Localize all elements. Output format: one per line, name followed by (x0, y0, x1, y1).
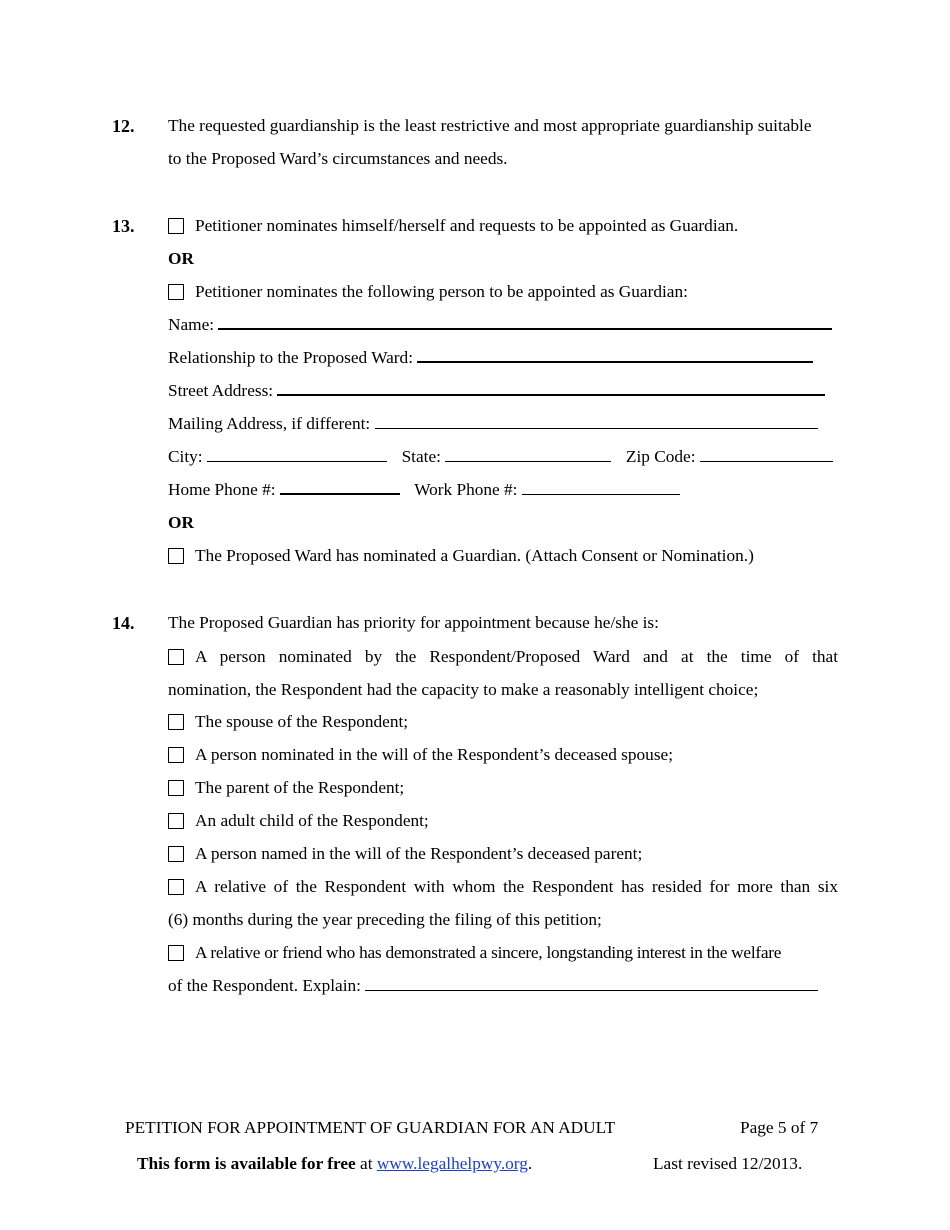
checkbox-self-nomination[interactable] (168, 218, 184, 234)
city-state-zip-row (168, 446, 833, 468)
option-other-label: Petitioner nominates the following person to be appointed as Guardian: (195, 282, 688, 301)
priority-8-text: A relative or friend who has demonstrated a sincere, longstanding interest in the welfare (195, 943, 782, 962)
street-label: Street Address: (168, 381, 274, 400)
footer-page-number: Page 5 of 7 (740, 1118, 819, 1137)
explain-field[interactable] (365, 976, 818, 991)
mailing-row (168, 413, 818, 435)
priority-1-line-1 (168, 646, 838, 668)
checkbox-priority-spouse[interactable] (168, 714, 184, 730)
option-ward-label: The Proposed Ward has nominated a Guardian. (Attach Consent or Nomination.) (195, 546, 754, 565)
checkbox-priority-nominated-by-respondent[interactable] (168, 649, 184, 665)
checkbox-priority-relative-friend[interactable] (168, 945, 184, 961)
priority-2 (168, 711, 408, 733)
work-phone-label: Work Phone #: (414, 480, 518, 499)
legalhelpwy-link[interactable]: www.legalhelpwy.org (376, 1154, 528, 1173)
priority-7-line-2: (6) months during the year preceding the filing of this petition; (168, 910, 602, 929)
item-13-option-self (168, 215, 738, 237)
priority-2-text: The spouse of the Respondent; (195, 712, 409, 731)
item-13-number: 13. (112, 216, 135, 236)
priority-6 (168, 843, 642, 865)
explain-label: of the Respondent. Explain: (168, 976, 361, 995)
zip-code-field[interactable] (700, 447, 833, 462)
home-phone-label: Home Phone #: (168, 480, 276, 499)
priority-7-line-1 (168, 876, 838, 898)
mailing-label: Mailing Address, if different: (168, 414, 371, 433)
priority-4 (168, 777, 404, 799)
footer-last-revised: Last revised 12/2013. (653, 1154, 803, 1173)
item-13-option-other (168, 281, 688, 303)
or-separator-1: OR (168, 249, 194, 268)
relationship-label: Relationship to the Proposed Ward: (168, 348, 413, 367)
name-row (168, 314, 832, 336)
priority-7-text: A relative of the Respondent with whom the Respondent has resided for more than six (195, 877, 838, 896)
state-label: State: (401, 447, 441, 466)
city-label: City: (168, 447, 203, 466)
state-field[interactable] (445, 447, 611, 462)
priority-6-text: A person named in the will of the Respondent’s deceased parent; (195, 844, 643, 863)
mailing-address-field[interactable] (375, 414, 818, 429)
priority-3 (168, 744, 673, 766)
priority-5-text: An adult child of the Respondent; (195, 811, 429, 830)
priority-1-line-2: nomination, the Respondent had the capacity to make a reasonably intelligent choice; (168, 680, 759, 699)
item-14-intro: The Proposed Guardian has priority for appointment because he/she is: (168, 613, 659, 632)
footer-at-text: at (360, 1154, 373, 1173)
name-field[interactable] (218, 314, 832, 330)
home-phone-field[interactable] (280, 479, 400, 495)
footer-period: . (527, 1154, 533, 1173)
checkbox-other-nomination[interactable] (168, 284, 184, 300)
checkbox-priority-parent-will[interactable] (168, 846, 184, 862)
checkbox-priority-spouse-will[interactable] (168, 747, 184, 763)
priority-5 (168, 810, 429, 832)
checkbox-priority-relative-resided[interactable] (168, 879, 184, 895)
priority-1-text: A person nominated by the Respondent/Proposed Ward and at the time of that (195, 647, 838, 666)
phone-row (168, 479, 680, 501)
item-13-option-ward (168, 545, 754, 567)
option-self-label: Petitioner nominates himself/herself and requests to be appointed as Guardian. (195, 216, 739, 235)
priority-3-text: A person nominated in the will of the Respondent’s deceased spouse; (195, 745, 674, 764)
relationship-row (168, 347, 813, 369)
footer-free-text: This form is available for free (137, 1154, 356, 1173)
item-12-number: 12. (112, 116, 135, 136)
priority-8-line-1 (168, 942, 838, 964)
street-address-field[interactable] (277, 380, 825, 396)
checkbox-priority-parent[interactable] (168, 780, 184, 796)
work-phone-field[interactable] (522, 480, 680, 495)
relationship-field[interactable] (417, 347, 813, 363)
street-row (168, 380, 825, 402)
zip-label: Zip Code: (625, 447, 696, 466)
priority-4-text: The parent of the Respondent; (195, 778, 405, 797)
checkbox-priority-adult-child[interactable] (168, 813, 184, 829)
priority-8-line-2 (168, 975, 818, 997)
name-label: Name: (168, 315, 215, 334)
item-14-number: 14. (112, 613, 135, 633)
footer-form-title: PETITION FOR APPOINTMENT OF GUARDIAN FOR AN ADULT (125, 1118, 616, 1137)
item-12-line-1: The requested guardianship is the least restrictive and most appropriate guardianship suitable (168, 116, 812, 135)
checkbox-ward-nominated[interactable] (168, 548, 184, 564)
or-separator-2: OR (168, 513, 194, 532)
item-12-line-2: to the Proposed Ward’s circumstances and needs. (168, 149, 508, 168)
footer-availability (137, 1153, 532, 1175)
city-field[interactable] (207, 447, 387, 462)
